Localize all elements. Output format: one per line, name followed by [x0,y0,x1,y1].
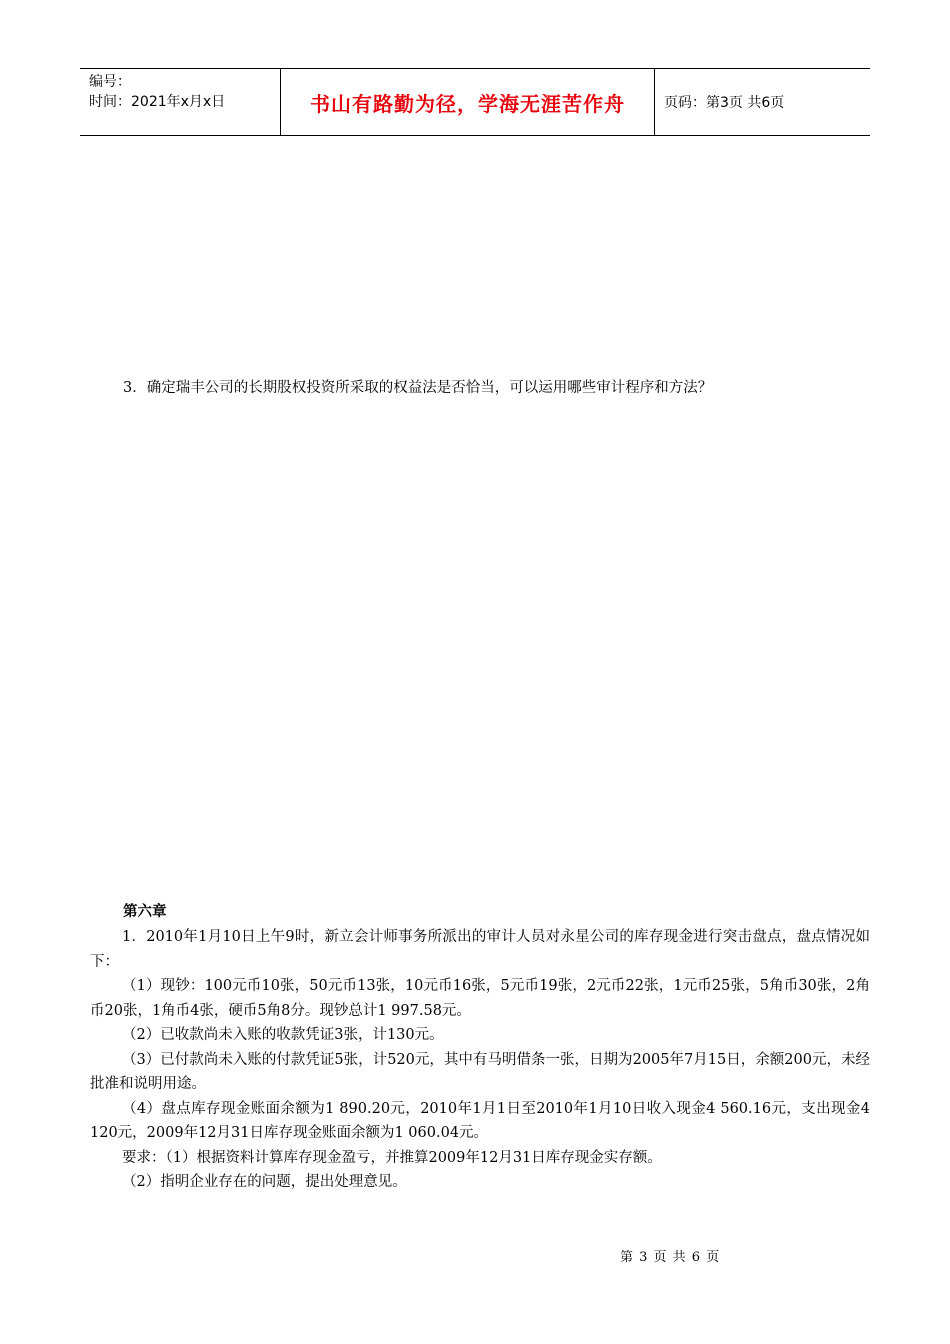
header-page-cell [655,69,870,135]
document-code-label: 编号： [89,74,131,90]
document-time-label: 时间：2021年x月x日 [89,94,226,110]
header-motto: 书山有路勤为径，学海无涯苦作舟 [310,91,625,116]
paragraph: （1）现钞：100元币10张，50元币13张，10元币16张，5元币19张，2元币22张，1元币25张，5角币30张，2角币20张，1角币4张，硬币5角8分。现钞总计1 997.58元。 [90,978,870,1019]
paragraph: （2）已收款尚未入账的收款凭证3张，计130元。 [122,1027,444,1043]
page-footer: 第 3 页 共 6 页 [620,1250,721,1265]
paragraph: 要求：（1）根据资料计算库存现金盈亏，并推算2009年12月31日库存现金实存额。 [122,1149,662,1166]
header-table [80,68,870,136]
chapter-body [90,925,870,1195]
chapter-title: 第六章 [123,904,167,920]
paragraph: （4）盘点库存现金账面余额为1 890.20元，2010年1月1日至2010年1月10日收入现金4 560.16元，支出现金4 120元，2009年12月31日库存现金账面余额为1 060.04元。 [90,1100,870,1141]
header-page-label: 页码：第3页 共6页 [664,95,785,111]
paragraph: 1．2010年1月10日上午9时，新立会计师事务所派出的审计人员对永星公司的库存现金进行突击盘点，盘点情况如下： [90,929,870,970]
question-3: 3．确定瑞丰公司的长期股权投资所采取的权益法是否恰当，可以运用哪些审计程序和方法？ [123,380,713,396]
paragraph: （2）指明企业存在的问题，提出处理意见。 [122,1174,407,1190]
header-motto-cell [281,69,655,135]
header-meta-cell [80,69,281,135]
paragraph: （3）已付款尚未入账的付款凭证5张，计520元，其中有马明借条一张，日期为2005年7月15日，余额200元，未经批准和说明用途。 [90,1051,870,1092]
